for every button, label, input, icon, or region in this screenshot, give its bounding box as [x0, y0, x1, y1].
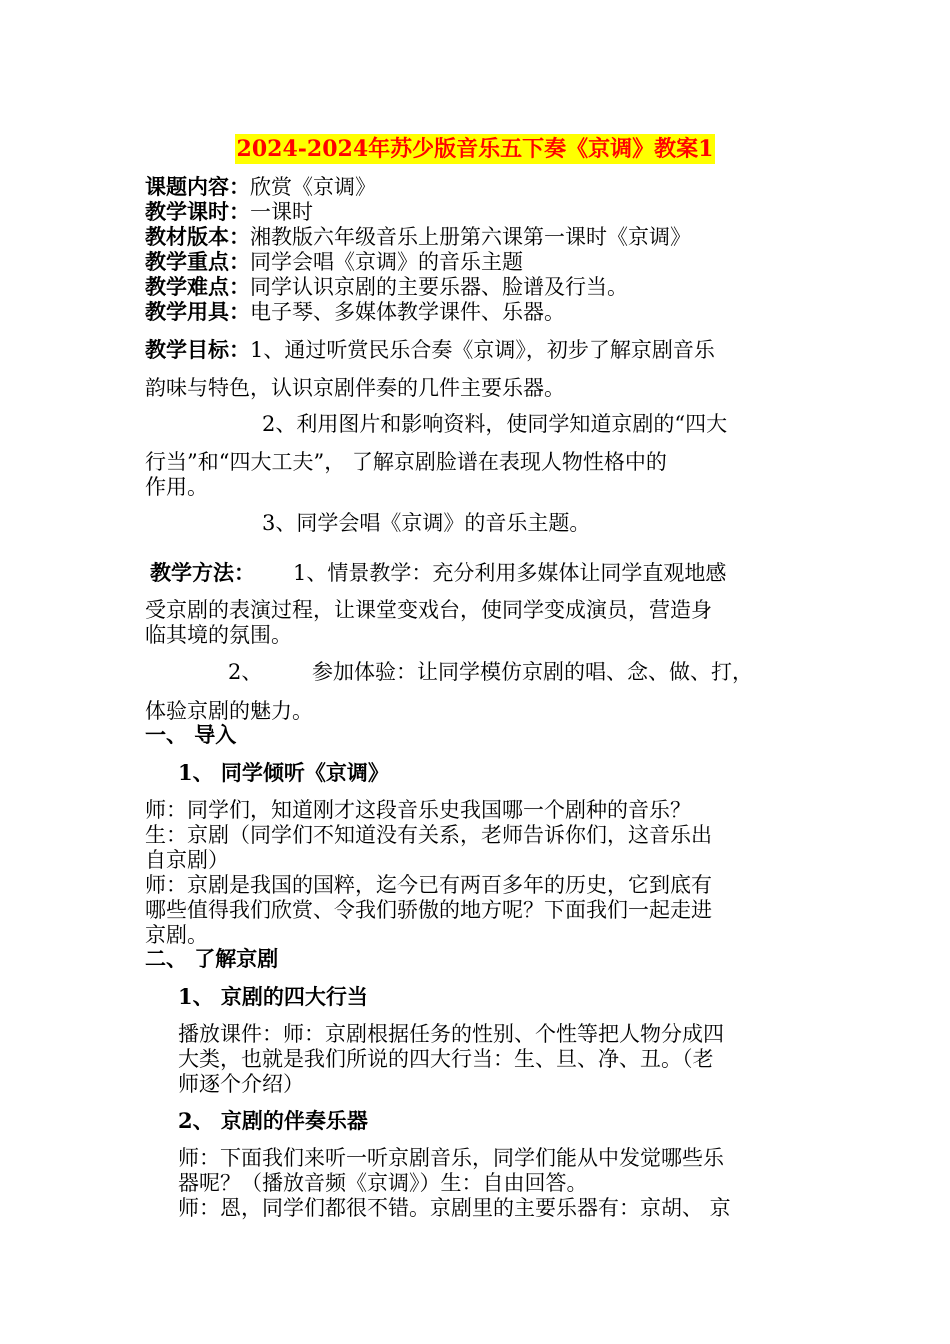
dialogue-line: 自京剧）	[145, 848, 229, 872]
info-row-tools	[145, 299, 565, 325]
method-1-text: 1、情景教学：充分利用多媒体让同学直观地感	[293, 561, 727, 585]
info-row-key-point	[145, 249, 523, 275]
info-row-difficulty	[145, 274, 628, 300]
info-label: 教学重点：	[145, 249, 250, 274]
info-value: 湘教版六年级音乐上册第六课第一课时《京调》	[250, 225, 691, 249]
info-value: 电子琴、多媒体教学课件、乐器。	[250, 300, 565, 324]
goal-1-text: 1、通过听赏民乐合奏《京调》，初步了解京剧音乐	[250, 338, 715, 362]
info-row-hours	[145, 199, 313, 225]
info-label: 教学难点：	[145, 274, 250, 299]
document-title: 2024-2024年苏少版音乐五下奏《京调》教案1	[236, 136, 714, 162]
goals-line	[145, 337, 715, 363]
goal-2-end: 作用。	[145, 475, 208, 499]
info-label: 教学课时：	[145, 199, 250, 224]
info-row-edition	[145, 224, 691, 250]
goals-label: 教学目标：	[145, 337, 250, 362]
subsection-heading-listen: 1、 同学倾听《京调》	[178, 760, 389, 785]
methods-line	[150, 560, 726, 586]
dialogue-line: 京剧。	[145, 923, 208, 947]
info-label: 课题内容：	[145, 174, 250, 199]
info-row-content	[145, 174, 376, 200]
info-label: 教材版本：	[145, 224, 250, 249]
info-label: 教学用具：	[145, 299, 250, 324]
goal-3-text: 3、同学会唱《京调》的音乐主题。	[262, 511, 591, 535]
paragraph-line: 播放课件：师：京剧根据任务的性别、个性等把人物分成四	[178, 1022, 724, 1046]
method-2-num: 2、	[228, 660, 263, 684]
dialogue-line: 师：京剧是我国的国粹，迄今已有两百多年的历史，它到底有	[145, 873, 712, 897]
method-1-cont: 受京剧的表演过程，让课堂变戏台，使同学变成演员，营造身	[145, 598, 712, 622]
paragraph-line: 器呢？（播放音频《京调》）生：自由回答。	[178, 1171, 588, 1195]
dialogue-line: 生：京剧（同学们不知道没有关系，老师告诉你们，这音乐出	[145, 823, 712, 847]
subsection-heading-instruments: 2、 京剧的伴奏乐器	[178, 1108, 368, 1133]
section-heading-intro: 一、 导入	[145, 722, 237, 747]
info-value: 同学认识京剧的主要乐器、脸谱及行当。	[250, 275, 628, 299]
subsection-heading-roles: 1、 京剧的四大行当	[178, 984, 368, 1009]
method-2-text: 参加体验：让同学模仿京剧的唱、念、做、打，	[312, 660, 753, 684]
title-row	[0, 134, 950, 164]
info-value: 欣赏《京调》	[250, 175, 376, 199]
dialogue-line: 师：同学们，知道刚才这段音乐史我国哪一个剧种的音乐？	[145, 798, 691, 822]
goal-1-cont: 韵味与特色，认识京剧伴奏的几件主要乐器。	[145, 376, 565, 400]
paragraph-line: 师：下面我们来听一听京剧音乐，同学们能从中发觉哪些乐	[178, 1146, 724, 1170]
info-value: 同学会唱《京调》的音乐主题	[250, 250, 523, 274]
goal-2-text: 2、利用图片和影响资料，使同学知道京剧的“四大	[262, 412, 728, 436]
dialogue-line: 哪些值得我们欣赏、令我们骄傲的地方呢？下面我们一起走进	[145, 898, 712, 922]
paragraph-line: 师逐个介绍）	[178, 1072, 304, 1096]
method-2-cont: 体验京剧的魅力。	[145, 699, 313, 723]
paragraph-line: 大类，也就是我们所说的四大行当：生、旦、净、丑。（老	[178, 1047, 714, 1071]
goal-2-cont: 行当”和“四大工夫”， 了解京剧脸谱在表现人物性格中的	[145, 450, 667, 474]
section-heading-opera: 二、 了解京剧	[145, 946, 279, 971]
methods-label: 教学方法：	[150, 560, 255, 585]
method-1-end: 临其境的氛围。	[145, 623, 292, 647]
paragraph-line: 师：恩，同学们都很不错。京剧里的主要乐器有：京胡、 京	[178, 1196, 731, 1220]
info-value: 一课时	[250, 200, 313, 224]
